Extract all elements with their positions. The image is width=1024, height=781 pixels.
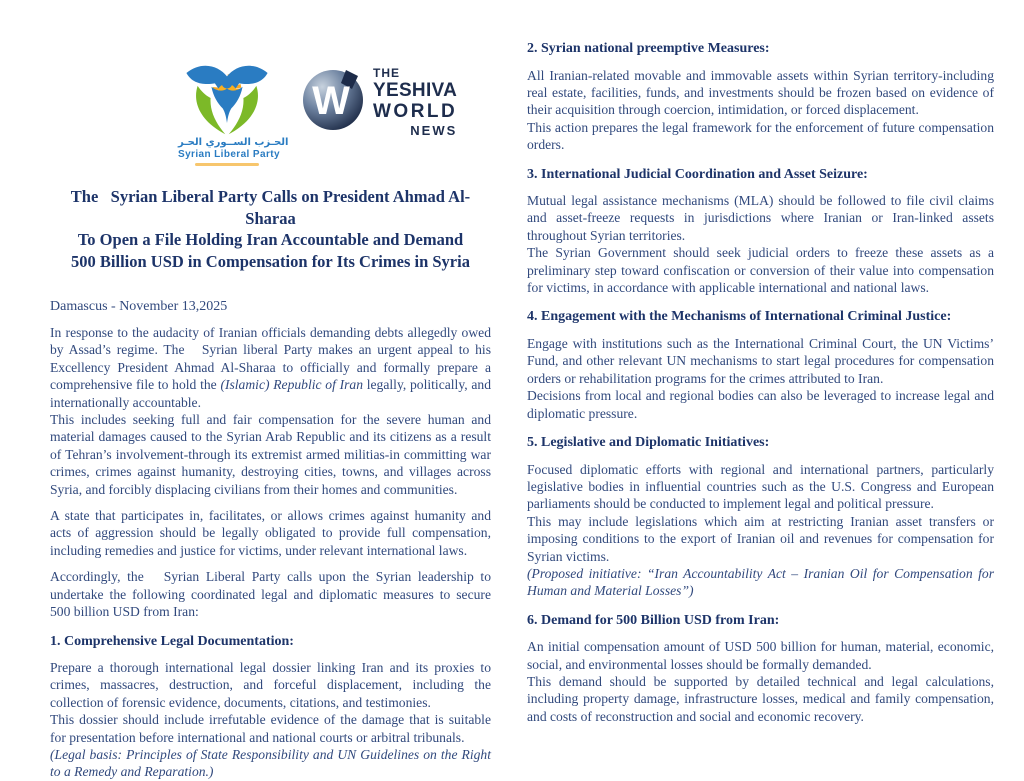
section-heading-4: 4. Engagement with the Mechanisms of International Criminal Justice: (527, 309, 952, 325)
slp-tagline-bar (195, 163, 259, 166)
title-line: 500 Billion USD in Compensation for Its Crimes in Syria (71, 251, 470, 271)
title-line: The Syrian Liberal Party Calls on President Ahmad Al-Sharaa (70, 187, 471, 228)
section-heading-1: 1. Comprehensive Legal Documentation: (50, 633, 294, 649)
document-title (50, 186, 491, 272)
text-run: This includes seeking full and fair compensation for the severe human and material damages caused to the Syrian Arab Republic and its citizens as a result of Tehran’s involvement-through its extremist armed militias-in committing war crimes, crimes against humanity, destroying cities, towns, and villages across Syria, and forcibly displacing civilians from their homes and communities. (50, 412, 491, 497)
paragraph-section-1 (50, 659, 491, 781)
logo-row (178, 60, 491, 166)
slp-emblem-icon (178, 60, 276, 136)
text-run: This may include legislations which aim at restricting Iranian asset transfers or imposing conditions to the export of Iranian oil and revenues for compensation for Syrian victims. (527, 513, 994, 564)
text-run-italic: (Islamic) Republic of Iran (220, 377, 364, 393)
ywn-world: WORLD (373, 100, 458, 122)
paragraph-intro (50, 324, 491, 498)
left-column (50, 0, 491, 781)
ywn-globe-icon (300, 66, 366, 137)
text-run-italic: (Proposed initiative: “Iran Accountability Act – Iranian Oil for Compensation for Human and Material Losses”) (527, 565, 994, 599)
text-run: This dossier should include irrefutable evidence of the damage that is suitable for presentation before international and national courts or arbitral tribunals. (50, 712, 491, 745)
text-run: All Iranian-related movable and immovable assets within Syrian territory-including real estate, facilities, funds, and investments should be frozen based on evidence of their acquisition through coercion, intimidation, or forced displacement. (527, 67, 994, 118)
paragraph-accordingly: Accordingly, the Syrian Liberal Party calls upon the Syrian leadership to undertake the following coordinated legal and diplomatic measures to secure 500 billion USD from Iran: (50, 569, 491, 620)
paragraph-state-obligation: A state that participates in, facilitates, or allows crimes against humanity and acts of aggression should be legally obligated to provide full compensation, including remedies and justice for victims, under relevant international laws. (50, 508, 491, 558)
paragraph-section-5 (527, 461, 994, 600)
syrian-liberal-party-logo (178, 60, 289, 166)
section-heading-3: 3. International Judicial Coordination and Asset Seizure: (527, 166, 868, 182)
dateline: Damascus - November 13,2025 (50, 299, 228, 314)
ywn-the: THE (373, 65, 400, 80)
text-run: Engage with institutions such as the International Criminal Court, the UN Victims’ Fund, and other relevant UN mechanisms to start legal procedures for compensation orders or rehabilitation programs for the crimes attributed to Iran. (527, 335, 994, 386)
paragraph-section-2 (527, 67, 994, 154)
ywn-wordmark (373, 67, 457, 137)
text-run: The Syrian Government should seek judicial orders to freeze these assets as a preliminary step toward confiscation or conversion of their value into compensation for victims, in accordance with applicable international and national laws. (527, 245, 994, 296)
right-column (527, 0, 994, 725)
title-line: To Open a File Holding Iran Accountable and Demand (77, 230, 464, 249)
paragraph-section-6 (527, 638, 994, 725)
text-run: legally, politically, and internationally accountable. (50, 377, 491, 410)
text-run: Focused diplomatic efforts with regional and international partners, particularly legislative bodies in influential countries such as the U.S. Congress and European parliaments should be conducted to implement legal and political pressure. (527, 461, 994, 512)
svg-text:W: W (312, 79, 350, 123)
yeshiva-world-news-logo (300, 66, 457, 137)
text-run: Prepare a thorough international legal dossier linking Iran and its proxies to crimes, massacres, destruction, and forceful displacement, including the collection of forensic evidence, documents, citations, and testimonies. (50, 660, 491, 710)
paragraph-section-3 (527, 192, 994, 296)
text-run: This action prepares the legal framework for the enforcement of future compensation orders. (527, 119, 994, 153)
text-run-italic: (Legal basis: Principles of State Responsibility and UN Guidelines on the Right to a Remedy and Reparation.) (50, 747, 491, 780)
text-run: Mutual legal assistance mechanisms (MLA) should be followed to file civil claims and asset-freeze requests in jurisdictions where Iranian or Iran-linked assets throughout Syrian territories. (527, 193, 994, 243)
section-heading-6: 6. Demand for 500 Billion USD from Iran: (527, 612, 780, 628)
ywn-news: NEWS (410, 122, 458, 138)
text-run: Decisions from local and regional bodies can also be leveraged to increase legal and diplomatic pressure. (527, 388, 994, 421)
text-run: In response to the audacity of Iranian officials demanding debts allegedly owed by Assad’s regime. The Syrian liberal Party makes an urgent appeal to his Excellency President Ahmad Al-Sharaa to officially and formally prepare a comprehensive file to hold the (50, 325, 491, 393)
section-heading-5: 5. Legislative and Diplomatic Initiatives: (527, 435, 770, 450)
section-heading-2: 2. Syrian national preemptive Measures: (527, 41, 770, 56)
text-run: An initial compensation amount of USD 500 billion for human, material, economic, social, and environmental losses should be formally demanded. (527, 639, 994, 672)
ywn-yeshiva: YESHIVA (373, 79, 458, 101)
text-run: This demand should be supported by detailed technical and legal calculations, including property damage, infrastructure losses, medical and family compensation, and costs of reconstruction and social and economic recovery. (527, 674, 994, 724)
slp-arabic-name: الحـزب الســوري الحـر (178, 137, 289, 148)
slp-english-name: Syrian Liberal Party (178, 149, 280, 160)
paragraph-section-4 (527, 335, 994, 422)
